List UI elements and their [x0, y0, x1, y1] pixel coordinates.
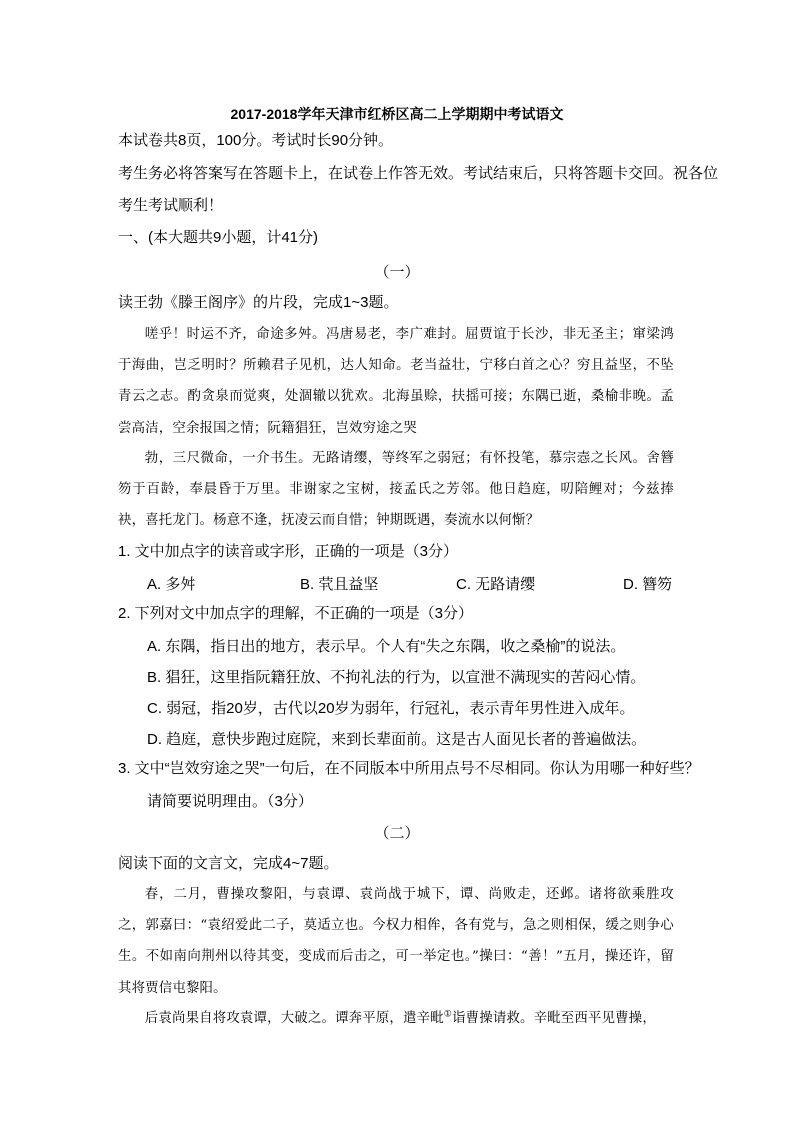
intro-line-1: 本试卷共8页，100分。考试时长90分钟。 — [118, 132, 394, 149]
classical-passage-2-paragraph-1: 春，二月，曹操攻黎阳，与袁谭、袁尚战于城下，谭、尚败走，还邺。诸将欲乘胜攻之，郭嘉曰：“袁绍爱此二子，莫适立也。今权力相侔，各有党与，急之则相保，缓之则争心生。不如南向荆州以待其变，变成而后击之，可一举定也。”操曰：“善！”五月，操还许，留其将贾信屯黎阳。 — [118, 887, 674, 996]
classical-passage-paragraph-2: 勃，三尺微命，一介书生。无路请缨，等终军之弱冠；有怀投笔，慕宗悫之长风。舍簪笏于百龄，奉晨昏于万里。非谢家之宝树，接孟氏之芳邻。他日趋庭，叨陪鲤对；今兹捧袂，喜托龙门。杨意不逢，抚凌云而自惜；钟期既遇，奏流水以何惭？ — [118, 451, 674, 529]
question-3-stem-continued: 请简要说明理由。（3分） — [147, 793, 313, 810]
question-1-option-d: D. 簪笏 — [623, 576, 673, 593]
question-2-option-d: D. 趋庭，意快步跑过庭院，来到长辈面前。这是古人面见长者的普遍做法。 — [147, 731, 647, 748]
question-1-option-a: A. 多舛 — [147, 576, 196, 593]
passage-2-text-b: 诣曹操请救。辛毗至西平见曹操， — [452, 1011, 656, 1026]
question-2-stem: 2. 下列对文中加点字的理解，不正确的一项是（3分） — [118, 605, 474, 622]
part-one-marker: （一） — [374, 264, 420, 281]
intro-line-2: 考生务必将答案写在答题卡上，在试卷上作答无效。考试结束后，只将答题卡交回。祝各位 — [118, 165, 719, 182]
question-1-option-b: B. 茕且益坚 — [300, 576, 379, 593]
classical-passage-2-paragraph-2 — [118, 1003, 674, 1035]
intro-line-3: 考生考试顺利！ — [118, 197, 224, 214]
question-2-option-a: A. 东隅，指日出的地方，表示早。个人有“失之东隅，收之桑榆”的说法。 — [147, 638, 626, 655]
question-2-option-c: C. 弱冠，指20岁，古代以20岁为弱年，行冠礼，表示青年男性进入成年。 — [147, 700, 635, 717]
part-two-marker: （二） — [374, 825, 420, 842]
footnote-marker: ① — [443, 1009, 453, 1020]
part-two-instruction: 阅读下面的文言文，完成4~7题。 — [118, 855, 339, 872]
section-heading: 一、(本大题共9小题，计41分) — [118, 229, 319, 246]
exam-title: 2017-2018学年天津市红桥区高二上学期期中考试语文 — [230, 106, 564, 122]
question-2-option-b: B. 猖狂，这里指阮籍狂放、不拘礼法的行为，以宣泄不满现实的苦闷心情。 — [147, 669, 646, 686]
question-1-stem: 1. 文中加点字的读音或字形，正确的一项是（3分） — [118, 543, 459, 560]
part-one-instruction: 读王勃《滕王阁序》的片段，完成1~3题。 — [118, 294, 399, 311]
passage-2-text-a: 后袁尚果自将攻袁谭，大破之。谭奔平原，遣辛毗 — [144, 1011, 444, 1026]
classical-passage-paragraph-1: 嗟乎！时运不齐，命途多舛。冯唐易老，李广难封。屈贾谊于长沙，非无圣主；窜梁鸿于海曲，岂乏明时？所赖君子见机，达人知命。老当益壮，宁移白首之心？穷且益坚，不坠青云之志。酌贪泉而觉爽，处涸辙以犹欢。北海虽赊，扶摇可接；东隅已逝，桑榆非晚。孟尝高洁，空余报国之情；阮籍猖狂，岂效穷途之哭 — [118, 327, 674, 436]
question-1-option-c: C. 无路请缨 — [456, 576, 536, 593]
question-3-stem: 3. 文中“岂效穷途之哭”一句后，在不同版本中所用点号不尽相同。你认为用哪一种好些？ — [118, 760, 700, 777]
